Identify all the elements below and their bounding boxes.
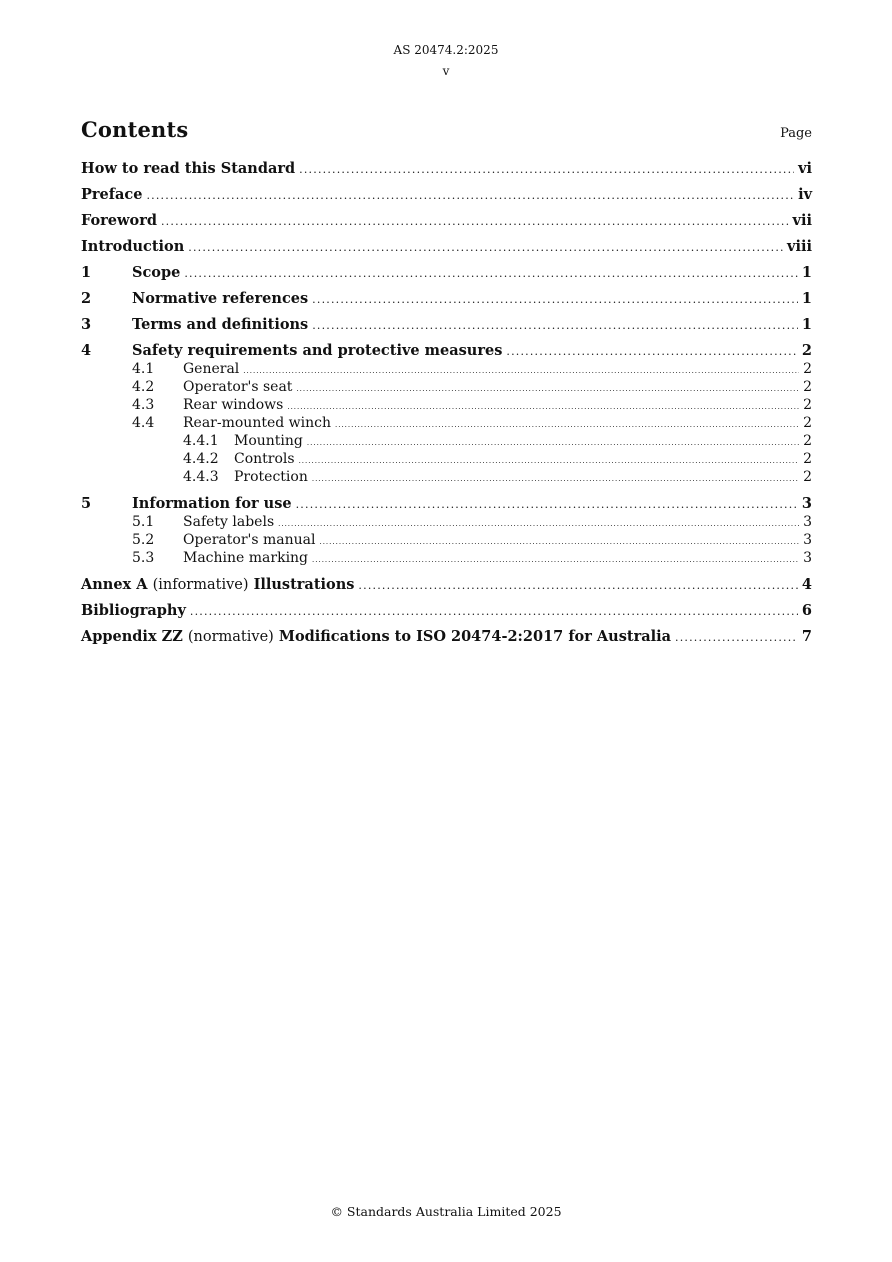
- annex-label: Annex A: [81, 576, 148, 593]
- toc-entry-rear-mounted-winch[interactable]: [81, 415, 812, 433]
- leader-dots: [312, 293, 798, 306]
- toc-entry-operators-manual[interactable]: [81, 532, 812, 550]
- toc-number: 4.3: [132, 397, 155, 413]
- toc-entry-normative-references[interactable]: [81, 290, 812, 316]
- toc-label: Normative references: [132, 290, 309, 307]
- toc-page: 2: [803, 469, 812, 485]
- leader-dots: [312, 556, 799, 564]
- spacer: [81, 487, 812, 495]
- leader-dots: [243, 367, 799, 375]
- toc-page: 7: [801, 628, 812, 645]
- toc-entry-protection[interactable]: [81, 469, 812, 487]
- toc-entry-introduction[interactable]: [81, 238, 812, 264]
- annex-title: Illustrations: [253, 576, 355, 593]
- page-header: [0, 41, 892, 83]
- spacer: [81, 568, 812, 576]
- toc-entry-foreword[interactable]: [81, 212, 812, 238]
- leader-dots: [358, 579, 797, 592]
- leader-dots: [299, 457, 800, 465]
- toc-label: Foreword: [81, 212, 157, 229]
- toc-number: 4.4: [132, 415, 155, 431]
- toc-number: 4.4.3: [183, 469, 219, 485]
- leader-dots: [190, 605, 798, 618]
- toc-entry-safety-requirements[interactable]: [81, 342, 812, 361]
- toc-page: 2: [803, 451, 812, 467]
- leader-dots: [312, 319, 798, 332]
- toc-label: Safety labels: [183, 514, 275, 530]
- toc-label: Preface: [81, 186, 143, 203]
- leader-dots: [312, 475, 799, 483]
- contents-title: Contents: [81, 117, 189, 142]
- leader-dots: [188, 241, 783, 254]
- toc-label: Operator's seat: [183, 379, 293, 395]
- toc-page: 1: [801, 316, 812, 333]
- toc-page: 2: [803, 379, 812, 395]
- toc-page: 2: [803, 433, 812, 449]
- leader-dots: [161, 215, 789, 228]
- toc-number: 5: [81, 495, 92, 512]
- copyright-notice: © Standards Australia Limited 2025: [330, 1204, 562, 1219]
- toc-entry-mounting[interactable]: [81, 433, 812, 451]
- appendix-title: Modifications to ISO 20474-2:2017 for Australia: [278, 628, 672, 645]
- leader-dots: [299, 163, 794, 176]
- annex-type: (informative): [152, 577, 249, 593]
- toc-page: 2: [801, 342, 812, 359]
- leader-dots: [184, 267, 798, 280]
- page-footer: [0, 1204, 892, 1219]
- toc-number: 4.1: [132, 361, 155, 377]
- toc-page: 2: [803, 415, 812, 431]
- leader-dots: [296, 498, 798, 511]
- toc-page: vii: [792, 212, 812, 229]
- appendix-label: Appendix ZZ: [81, 628, 183, 645]
- toc-page: 3: [801, 495, 812, 512]
- toc-page: iv: [798, 186, 812, 203]
- toc-page: 3: [803, 550, 812, 566]
- leader-dots: [296, 385, 799, 393]
- toc-entry-rear-windows[interactable]: [81, 397, 812, 415]
- leader-dots: [307, 439, 799, 447]
- toc-page: 3: [803, 532, 812, 548]
- leader-dots: [146, 189, 794, 202]
- leader-dots: [278, 520, 799, 528]
- toc-entry-general[interactable]: [81, 361, 812, 379]
- toc-number: 2: [81, 290, 92, 307]
- toc-entry-bibliography[interactable]: [81, 602, 812, 628]
- toc-label: Protection: [234, 469, 308, 485]
- toc-label: Controls: [234, 451, 295, 467]
- toc-page: 4: [801, 576, 812, 593]
- toc-entry-controls[interactable]: [81, 451, 812, 469]
- toc-page: 2: [803, 361, 812, 377]
- toc-label: Safety requirements and protective measures: [132, 342, 503, 359]
- toc-label: Bibliography: [81, 602, 186, 619]
- toc-label: Introduction: [81, 238, 185, 255]
- document-id: AS 20474.2:2025: [393, 43, 499, 57]
- toc-number: 5.2: [132, 532, 155, 548]
- toc-label: Rear-mounted winch: [183, 415, 331, 431]
- leader-dots: [287, 403, 799, 411]
- leader-dots: [319, 538, 799, 546]
- toc-page: viii: [787, 238, 812, 255]
- toc-label: Operator's manual: [183, 532, 316, 548]
- appendix-type: (normative): [187, 629, 274, 645]
- toc-number: 3: [81, 316, 92, 333]
- toc-entry-information-for-use[interactable]: [81, 495, 812, 514]
- toc-label: Scope: [132, 264, 181, 281]
- toc-entry-safety-labels[interactable]: [81, 514, 812, 532]
- toc-number: 4.4.1: [183, 433, 219, 449]
- toc-page: 6: [801, 602, 812, 619]
- toc-entry-scope[interactable]: [81, 264, 812, 290]
- toc-label: [81, 576, 354, 593]
- toc-number: 5.1: [132, 514, 155, 530]
- toc-entry-preface[interactable]: [81, 186, 812, 212]
- toc-page: 1: [801, 290, 812, 307]
- toc-label: Terms and definitions: [132, 316, 309, 333]
- leader-dots: [675, 631, 798, 644]
- toc-number: 5.3: [132, 550, 155, 566]
- page-column-label: Page: [780, 126, 812, 141]
- toc-entry-appendix-zz[interactable]: [81, 628, 812, 654]
- toc-label: Rear windows: [183, 397, 284, 413]
- toc-page: vi: [798, 160, 812, 177]
- leader-dots: [335, 421, 799, 429]
- toc-page: 1: [801, 264, 812, 281]
- contents-heading-row: [81, 117, 812, 142]
- toc-label: General: [183, 361, 240, 377]
- toc-entry-machine-marking[interactable]: [81, 550, 812, 568]
- toc-label: Machine marking: [183, 550, 309, 566]
- toc-number: 4: [81, 342, 92, 359]
- toc-number: 4.2: [132, 379, 155, 395]
- toc-number: 4.4.2: [183, 451, 219, 467]
- toc-label: Mounting: [234, 433, 303, 449]
- toc-page: 3: [803, 514, 812, 530]
- toc-entry-operators-seat[interactable]: [81, 379, 812, 397]
- toc-entry-how-to-read[interactable]: [81, 160, 812, 186]
- toc-entry-annex-a[interactable]: [81, 576, 812, 602]
- toc-number: 1: [81, 264, 92, 281]
- toc-label: How to read this Standard: [81, 160, 296, 177]
- page-number: v: [442, 64, 450, 78]
- toc-entry-terms-definitions[interactable]: [81, 316, 812, 342]
- toc-page: 2: [803, 397, 812, 413]
- toc-label: Information for use: [132, 495, 292, 512]
- table-of-contents: [81, 160, 812, 654]
- leader-dots: [506, 345, 798, 358]
- toc-label: [81, 628, 671, 645]
